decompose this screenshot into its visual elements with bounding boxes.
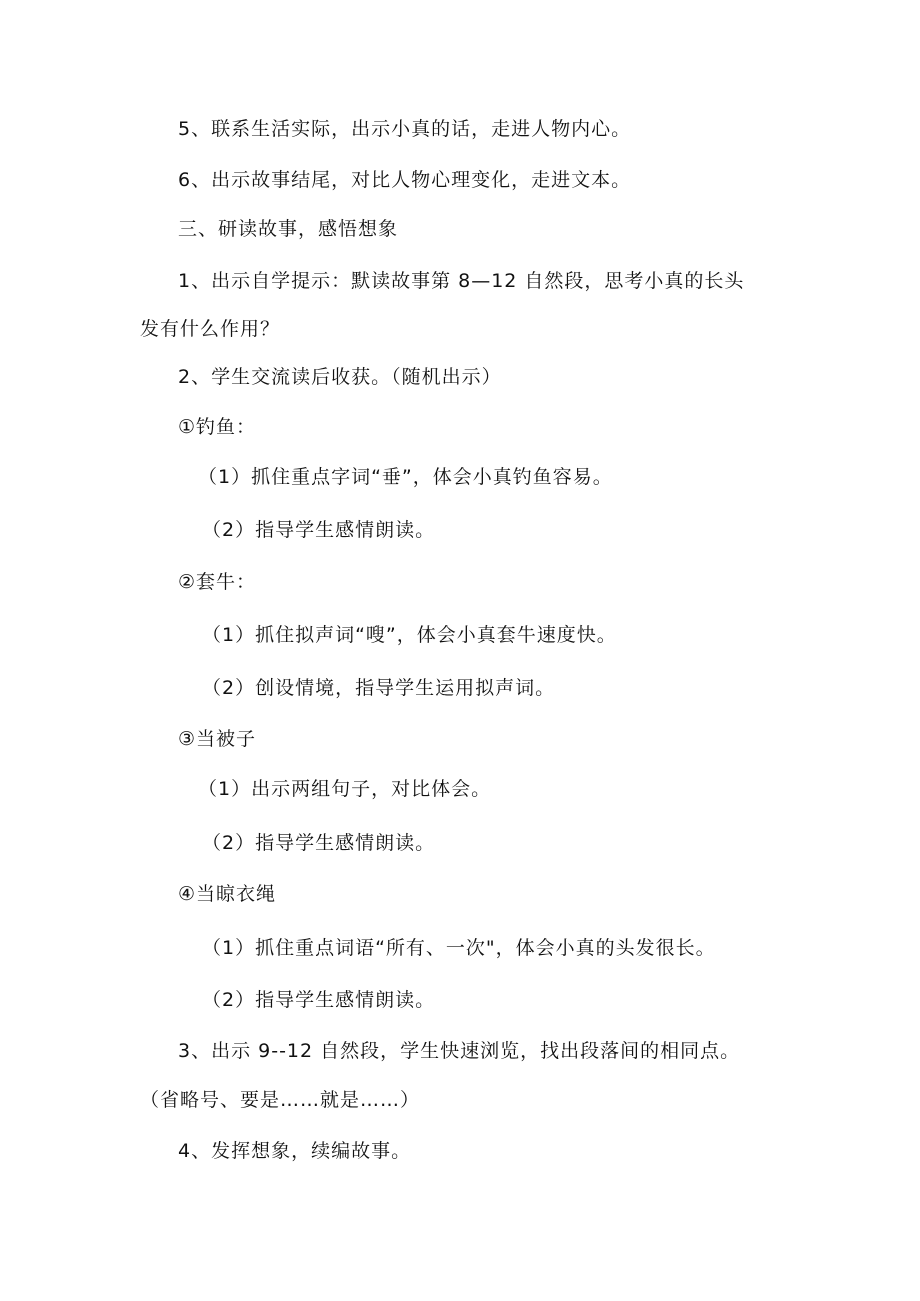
paragraph-line: 1、出示自学提示：默读故事第 8—12 自然段，思考小真的长头 <box>178 270 745 292</box>
list-item: （2）指导学生感情朗读。 <box>202 989 436 1011</box>
subheading-lasso: ②套牛： <box>178 571 257 593</box>
section-heading: 三、研读故事，感悟想象 <box>178 218 399 240</box>
subheading-clothesline: ④当晾衣绳 <box>178 883 277 905</box>
paragraph-line: 6、出示故事结尾，对比人物心理变化，走进文本。 <box>178 169 632 191</box>
paragraph-line: 3、出示 9--12 自然段，学生快速浏览，找出段落间的相同点。 <box>178 1040 741 1062</box>
paragraph-line: （省略号、要是……就是……） <box>140 1089 421 1111</box>
paragraph-line: 5、联系生活实际，出示小真的话，走进人物内心。 <box>178 118 632 140</box>
paragraph-line: 发有什么作用？ <box>140 318 281 340</box>
list-item: （1）抓住重点字词“垂”，体会小真钓鱼容易。 <box>198 466 613 488</box>
subheading-fishing: ①钓鱼： <box>178 416 257 438</box>
list-item: （2）创设情境，指导学生运用拟声词。 <box>202 677 556 699</box>
list-item: （2）指导学生感情朗读。 <box>202 519 436 541</box>
list-item: （1）抓住重点词语“所有、一次"，体会小真的头发很长。 <box>202 937 716 959</box>
subheading-quilt: ③当被子 <box>178 728 257 750</box>
paragraph-line: 4、发挥想象，续编故事。 <box>178 1140 412 1162</box>
list-item: （1）出示两组句子，对比体会。 <box>198 778 492 800</box>
list-item: （1）抓住拟声词“嗖”，体会小真套牛速度快。 <box>202 624 617 646</box>
list-item: （2）指导学生感情朗读。 <box>202 832 436 854</box>
paragraph-line: 2、学生交流读后收获。（随机出示） <box>178 366 502 388</box>
